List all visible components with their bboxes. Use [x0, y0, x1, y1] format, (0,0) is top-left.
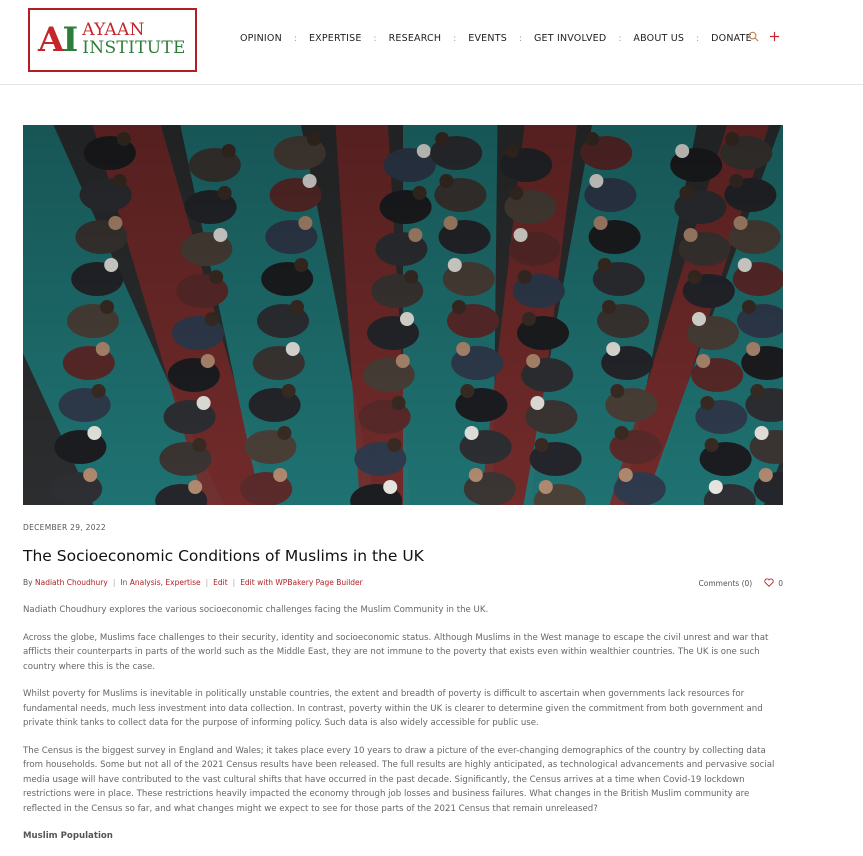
post-date: DECEMBER 29, 2022	[23, 523, 106, 532]
header-actions	[748, 31, 780, 42]
body-paragraph: The Census is the biggest survey in England and Wales; it takes place every 10 years to draw a picture of the ever-changing demographics of the country by collecting data from households. Some but not all of the 2021 Census results have been released. The full results are highly anticipated, as technological advancements and pervasive social media usage will have contributed to the vast cultural shifts that have occurred in the past decade. Significantly, the Census arrives at a time when Covid-19 lockdown restrictions were in place. These restrictions heavily impacted the economy through job losses and business failures. What changes in the British Muslim community are reflected in the Census so far, and what changes might we expect to see for those parts of the 2021 Census that remain unreleased?	[23, 745, 775, 814]
prayer-hall-photo	[23, 125, 783, 505]
main-nav	[240, 33, 752, 44]
nav-separator: :	[518, 33, 522, 44]
nav-separator: :	[373, 33, 377, 44]
like-button[interactable]	[764, 578, 783, 589]
edit-with-builder-link[interactable]: Edit with WPBakery Page Builder	[240, 578, 363, 587]
post-meta	[23, 578, 363, 587]
nav-item-donate[interactable]: DONATE	[711, 33, 752, 44]
section-heading: Muslim Population	[23, 831, 113, 841]
nav-separator: :	[453, 33, 457, 44]
by-label: By	[23, 578, 33, 587]
category-links[interactable]: Analysis, Expertise	[129, 578, 201, 587]
meta-separator: |	[205, 578, 209, 587]
body-paragraph: Whilst poverty for Muslims is inevitable in politically unstable countries, the extent and breadth of poverty is difficult to ascertain when governments lack resources for fundamental needs, much less investment into data collection. In contrast, poverty within the UK is clearer to determine given the commitment from both government and private think tanks to collect data for the purpose of informing policy. Such data is also widely accessible for public use.	[23, 689, 763, 728]
meta-separator: |	[232, 578, 236, 587]
nav-separator: :	[618, 33, 622, 44]
nav-separator: :	[293, 33, 297, 44]
author-link[interactable]: Nadiath Choudhury	[34, 578, 108, 587]
plus-icon[interactable]	[769, 31, 780, 42]
nav-item-research[interactable]: RESEARCH	[388, 33, 442, 44]
heart-icon	[764, 578, 774, 589]
logo-wordmark	[82, 22, 185, 58]
site-logo[interactable]	[28, 8, 197, 72]
logo-line-1: AYAAN	[82, 20, 145, 41]
featured-image	[23, 125, 783, 505]
logo-mark: AI	[38, 20, 77, 60]
nav-item-get-involved[interactable]: GET INVOLVED	[533, 33, 607, 44]
site-header	[0, 0, 863, 85]
edit-link[interactable]: Edit	[213, 578, 228, 587]
search-icon[interactable]	[748, 31, 759, 42]
meta-separator: |	[112, 578, 116, 587]
intro-paragraph: Nadiath Choudhury explores the various socioeconomic challenges facing the Muslim Community in the UK.	[23, 605, 489, 615]
in-label: In	[120, 578, 128, 587]
body-paragraph: Across the globe, Muslims face challenges to their security, identity and socioeconomic status. Although Muslims in the West manage to escape the civil unrest and war that afflicts their counterparts in parts of the world such as the Middle East, they are not immune to the poverty that exists even within wealthier countries. The UK is one such country where this is the case.	[23, 632, 769, 672]
like-count: 0	[778, 579, 783, 588]
nav-item-opinion[interactable]: OPINION	[240, 33, 282, 44]
comments-link[interactable]: Comments (0)	[698, 579, 753, 588]
nav-item-events[interactable]: EVENTS	[468, 33, 507, 44]
post-title: The Socioeconomic Conditions of Muslims in the UK	[23, 547, 424, 565]
post-content	[23, 603, 783, 844]
nav-item-expertise[interactable]: EXPERTISE	[308, 33, 362, 44]
nav-item-about-us[interactable]: ABOUT US	[633, 33, 685, 44]
post-meta-actions	[699, 578, 783, 589]
nav-separator: :	[696, 33, 700, 44]
logo-line-2: INSTITUTE	[82, 38, 186, 58]
